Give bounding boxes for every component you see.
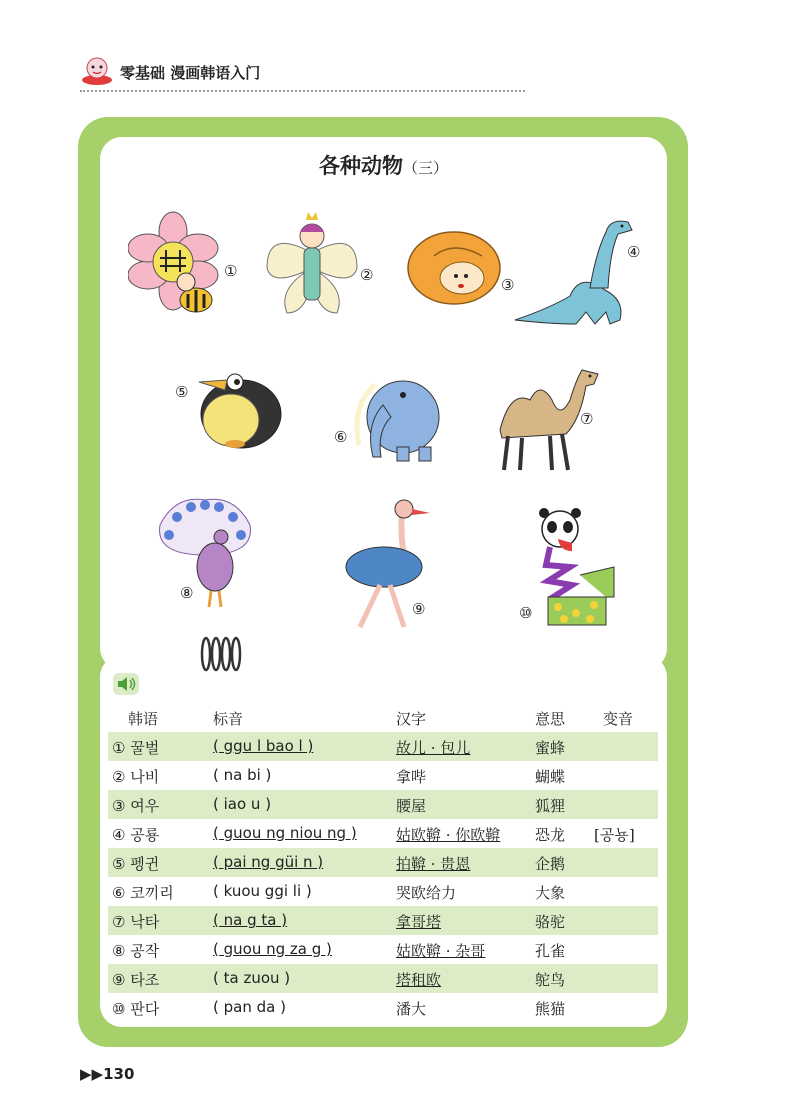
- hanzi-reading: 潘大: [396, 1000, 427, 1018]
- hanzi-reading: 哭欧给力: [396, 884, 457, 902]
- pronunciation: ( ggu l bao l ): [213, 737, 314, 755]
- page-number: ▶▶130: [80, 1065, 135, 1083]
- pronunciation: ( pan da ): [213, 998, 286, 1016]
- table-row: [108, 993, 658, 1022]
- meaning: 大象: [535, 884, 566, 902]
- animal-number: ②: [360, 266, 374, 284]
- animal-number: ③: [501, 276, 515, 294]
- pronunciation: ( na bi ): [213, 766, 272, 784]
- table-row: [108, 935, 658, 964]
- animal-number: ⑥: [334, 428, 348, 446]
- pronunciation: ( iao u ): [213, 795, 272, 813]
- binder-rings: [198, 633, 244, 675]
- hanzi-reading: 塔租欧: [396, 971, 442, 989]
- korean-word: ⑦ 낙타: [112, 913, 160, 931]
- animal-number: ⑨: [412, 600, 426, 618]
- animal-number: ⑤: [175, 383, 189, 401]
- meaning: 恐龙: [535, 826, 566, 844]
- meaning: 蜜蜂: [535, 739, 566, 757]
- sound-change: [공뇽]: [594, 826, 635, 844]
- meaning: 蝴蝶: [535, 768, 566, 786]
- page-header: [80, 50, 525, 92]
- dinosaur-icon: [510, 212, 635, 330]
- bee-icon: [128, 210, 228, 322]
- meaning: 企鹅: [535, 855, 566, 873]
- table-row: [108, 819, 658, 848]
- meaning: 骆驼: [535, 913, 566, 931]
- pronunciation: ( pai ng güi n ): [213, 853, 324, 871]
- korean-word: ⑥ 코끼리: [112, 884, 174, 902]
- korean-word: ⑩ 판다: [112, 1000, 160, 1018]
- hanzi-reading: 拿哥塔: [396, 913, 442, 931]
- book-title: 零基础 漫画韩语入门: [120, 64, 261, 82]
- table-row: [108, 877, 658, 906]
- korean-word: ② 나비: [112, 768, 160, 786]
- meaning: 狐狸: [535, 797, 566, 815]
- hanzi-reading: 腰屋: [396, 797, 427, 815]
- table-row: [108, 732, 658, 761]
- animal-number: ⑩: [519, 604, 533, 622]
- vocabulary-table: [108, 704, 658, 1022]
- header-hanzi: 汉字: [396, 710, 427, 728]
- table-header: [108, 704, 658, 732]
- panda-icon: [520, 505, 620, 630]
- hanzi-reading: 拍鞥 · 贵恩: [396, 855, 471, 873]
- header-meaning: 意思: [535, 710, 566, 728]
- table-row: [108, 761, 658, 790]
- animal-number: ①: [224, 262, 238, 280]
- elephant-icon: [345, 365, 445, 465]
- speaker-icon[interactable]: [113, 673, 139, 695]
- animal-number: ④: [627, 243, 641, 261]
- korean-word: ④ 공룡: [112, 826, 160, 844]
- hanzi-reading: 故儿 · 包儿: [396, 739, 471, 757]
- pronunciation: ( na g ta ): [213, 911, 288, 929]
- pronunciation: ( guou ng niou ng ): [213, 824, 357, 842]
- pronunciation: ( kuou ggi li ): [213, 882, 312, 900]
- penguin-icon: [195, 368, 283, 452]
- section-title: 各种动物（三）: [318, 154, 448, 178]
- hanzi-reading: 姑欧鞥 · 杂哥: [396, 942, 486, 960]
- animal-number: ⑦: [580, 410, 594, 428]
- table-row: [108, 906, 658, 935]
- meaning: 鸵鸟: [535, 971, 566, 989]
- pronunciation: ( ta zuou ): [213, 969, 291, 987]
- animal-number: ⑧: [180, 584, 194, 602]
- table-row: [108, 790, 658, 819]
- pronunciation: ( guou ng za g ): [213, 940, 332, 958]
- hanzi-reading: 姑欧鞥 · 你欧鞥: [396, 826, 501, 844]
- peacock-icon: [155, 495, 255, 615]
- table-row: [108, 848, 658, 877]
- header-pronunciation: 标音: [213, 710, 244, 728]
- table-row: [108, 964, 658, 993]
- korean-word: ⑧ 공작: [112, 942, 160, 960]
- header-sound-change: 变音: [603, 710, 634, 728]
- meaning: 孔雀: [535, 942, 566, 960]
- korean-word: ③ 여우: [112, 797, 160, 815]
- butterfly-icon: [262, 208, 362, 323]
- meaning: 熊猫: [535, 1000, 566, 1018]
- korean-word: ⑨ 타조: [112, 971, 160, 989]
- korean-word: ⑤ 펭귄: [112, 855, 160, 873]
- fox-icon: [404, 226, 504, 306]
- hanzi-reading: 拿哔: [396, 768, 427, 786]
- korean-word: ① 꿀벌: [112, 739, 160, 757]
- header-korean: 韩语: [128, 710, 159, 728]
- double-arrow-icon: ▶▶: [80, 1065, 104, 1083]
- cartoon-logo-icon: [80, 54, 114, 86]
